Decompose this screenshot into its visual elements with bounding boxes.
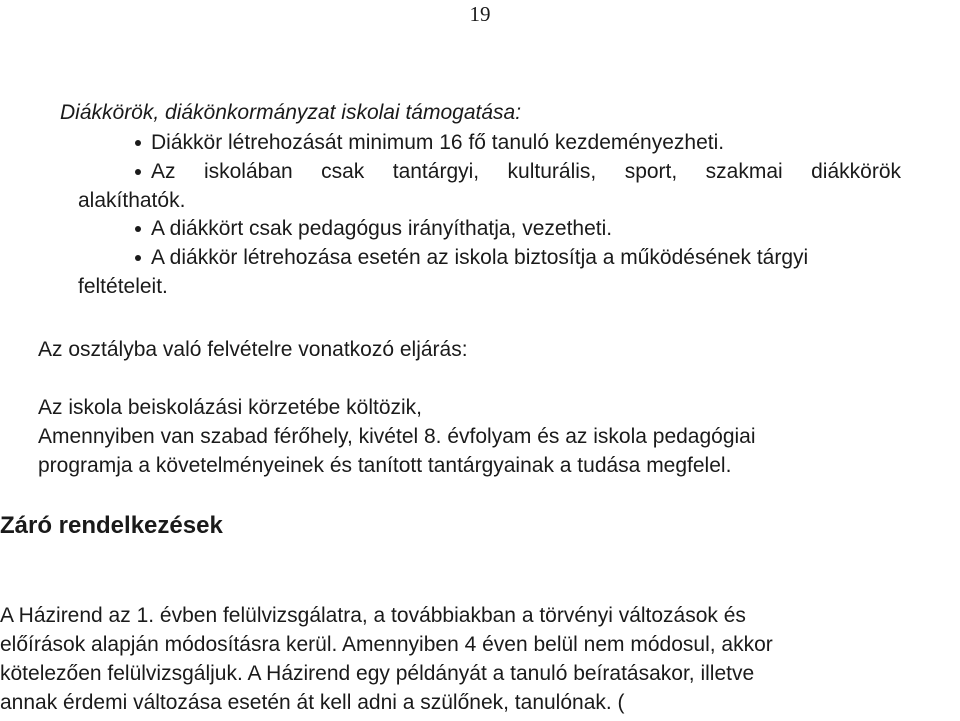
- section-title-diakkor: Diákkörök, diákönkormányzat iskolai támogatása:: [60, 101, 522, 124]
- bullet-icon: [135, 255, 141, 261]
- felvetel-line-1: Az iskola beiskolázási körzetébe költözik,: [38, 396, 423, 419]
- zaro-line-3: kötelezően felülvizsgáljuk. A Házirend egy példányát a tanuló beíratásakor, illetve: [0, 662, 755, 685]
- bullet-item-3: A diákkört csak pedagógus irányíthatja, vezetheti.: [151, 217, 613, 240]
- bullet-icon: [135, 140, 141, 146]
- bullet-item-4-line-2: feltételeit.: [78, 275, 168, 298]
- section-heading-zaro: Záró rendelkezések: [0, 512, 223, 539]
- felvetel-line-3: programja a követelményeinek és tanított tantárgyainak a tudása megfelel.: [38, 454, 732, 477]
- bullet-icon: [135, 226, 141, 232]
- bullet-item-1: Diákkör létrehozását minimum 16 fő tanuló kezdeményezheti.: [151, 131, 725, 154]
- zaro-line-2: előírások alapján módosításra kerül. Amennyiben 4 éven belül nem módosul, akkor: [0, 633, 773, 656]
- bullet-item-4-line-1: A diákkör létrehozása esetén az iskola biztosítja a működésének tárgyi: [151, 246, 809, 269]
- bullet-icon: [135, 169, 141, 175]
- zaro-line-1: A Házirend az 1. évben felülvizsgálatra, a továbbiakban a törvényi változások és: [0, 604, 746, 627]
- section-title-felvetel: Az osztályba való felvételre vonatkozó eljárás:: [38, 338, 468, 361]
- bullet-item-2-line-2: alakíthatók.: [78, 189, 186, 212]
- page-number: 19: [469, 2, 491, 26]
- zaro-line-4: annak érdemi változása esetén át kell adni a szülőnek, tanulónak. (: [0, 691, 625, 714]
- felvetel-line-2: Amennyiben van szabad férőhely, kivétel 8. évfolyam és az iskola pedagógiai: [38, 425, 756, 448]
- bullet-item-2-line-1: Az iskolában csak tantárgyi, kulturális, sport, szakmai diákkörök: [151, 160, 901, 183]
